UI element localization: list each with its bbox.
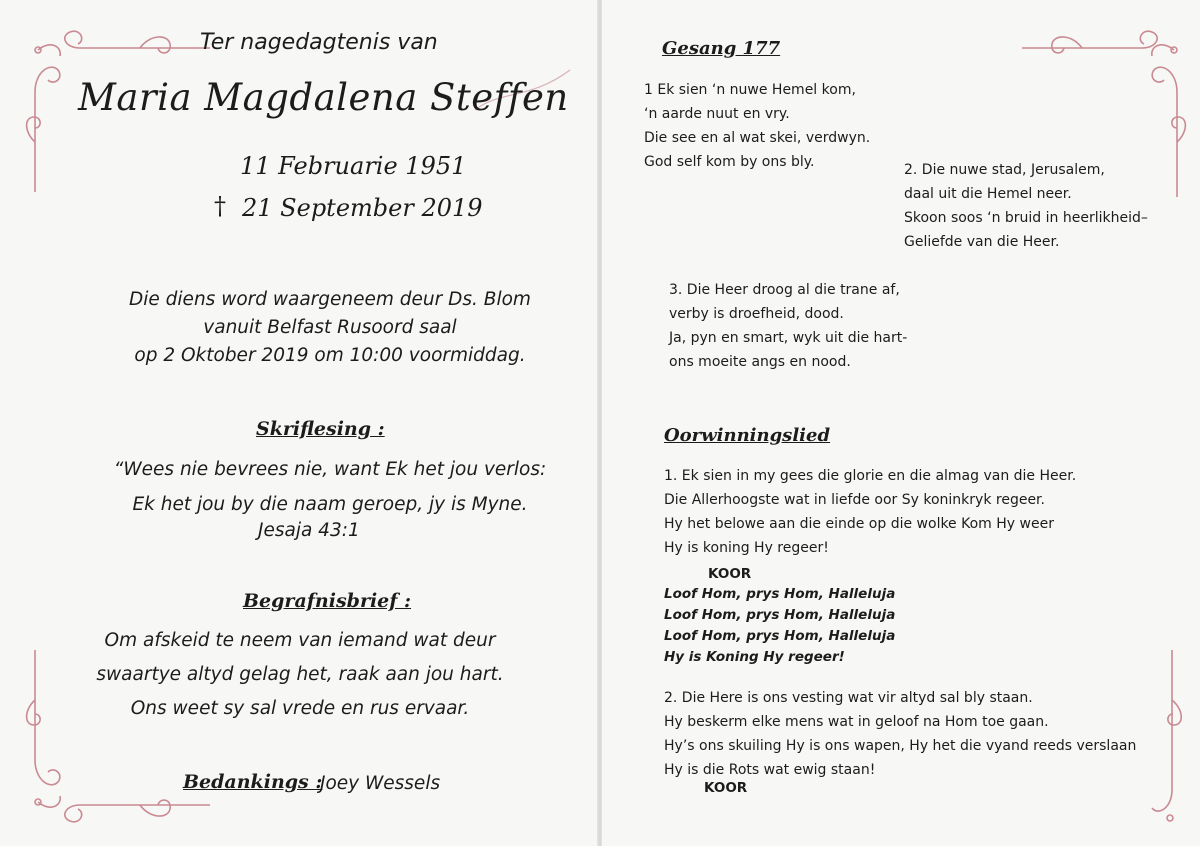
letter-line: swaartye altyd gelag het, raak aan jou hart. [96,664,504,685]
death-date: 21 September 2019 [242,194,483,222]
song-verse-1 [664,464,1076,560]
scripture-line: “Wees nie bevrees nie, want Ek het jou verlos: [113,459,547,480]
scripture-line: Ek het jou by die naam geroep, jy is Myne. [132,494,528,515]
verse-line: Die see en al wat skei, verdwyn. [644,130,871,146]
birth-date: 11 Februarie 1951 [240,152,467,180]
service-details [70,286,590,370]
right-page [602,0,1200,846]
hymn-verse-3 [669,278,907,374]
verse-line: ‘n aarde nuut en vry. [644,106,790,122]
verse-line: Skoon soos ‘n bruid in heerlikheid– [904,210,1148,226]
verse-line: 3. Die Heer droog al die trane af, [669,282,900,298]
chorus-label: KOOR [708,566,752,582]
hymn-heading: Gesang 177 [662,38,781,59]
verse-line: 1. Ek sien in my gees die glorie en die almag van die Heer. [664,468,1077,484]
chorus-line: Loof Hom, prys Hom, Halleluja [664,586,896,602]
verse-line: God self kom by ons bly. [644,154,815,170]
verse-line: Die Allerhoogste wat in liefde oor Sy koninkryk regeer. [664,492,1045,508]
verse-line: Ja, pyn en smart, wyk uit die hart- [669,330,908,346]
verse-line: Hy is koning Hy regeer! [664,540,829,556]
funeral-letter [40,624,560,726]
service-line: op 2 Oktober 2019 om 10:00 voormiddag. [134,345,526,366]
verse-line: ons moeite angs en nood. [669,354,851,370]
verse-line: Hy beskerm elke mens wat in geloof na Hom toe gaan. [664,714,1049,730]
verse-line: daal uit die Hemel neer. [904,186,1072,202]
verse-line: verby is droefheid, dood. [669,306,844,322]
memorial-intro: Ter nagedagtenis van [200,30,438,55]
song-heading: Oorwinningslied [664,425,831,446]
thanks-name: Joey Wessels [320,773,441,794]
hymn-verse-2 [904,158,1148,254]
verse-line: 1 Ek sien ‘n nuwe Hemel kom, [644,82,856,98]
verse-line: 2. Die Here is ons vesting wat vir altyd sal bly staan. [664,690,1033,706]
letter-heading: Begrafnisbrief : [243,590,412,612]
left-page [0,0,598,846]
chorus-label-repeat: KOOR [704,780,748,796]
reading-heading: Skriflesing : [256,418,385,440]
scripture-reference: Jesaja 43:1 [258,520,360,541]
verse-line: Hy is die Rots wat ewig staan! [664,762,876,778]
chorus-line: Loof Hom, prys Hom, Halleluja [664,607,896,623]
scripture-reading [70,452,590,522]
verse-line: 2. Die nuwe stad, Jerusalem, [904,162,1105,178]
deceased-name: Maria Magdalena Steffen [78,76,569,119]
service-line: vanuit Belfast Rusoord saal [203,317,457,338]
corner-ornament-bottom-right [1142,640,1192,830]
verse-line: Hy het belowe aan die einde op die wolke Kom Hy weer [664,516,1054,532]
letter-line: Om afskeid te neem van iemand wat deur [104,630,496,651]
service-line: Die diens word waargeneem deur Ds. Blom [129,289,531,310]
letter-line: Ons weet sy sal vrede en rus ervaar. [130,698,470,719]
chorus-line: Hy is Koning Hy regeer! [664,649,845,665]
chorus-line: Loof Hom, prys Hom, Halleluja [664,628,896,644]
chorus [664,584,895,668]
cross-icon: † [214,192,226,220]
verse-line: Geliefde van die Heer. [904,234,1060,250]
song-verse-2 [664,686,1136,782]
thanks-heading: Bedankings : [183,771,323,793]
verse-line: Hy’s ons skuiling Hy is ons wapen, Hy het die vyand reeds verslaan [664,738,1137,754]
hymn-verse-1 [644,78,870,174]
